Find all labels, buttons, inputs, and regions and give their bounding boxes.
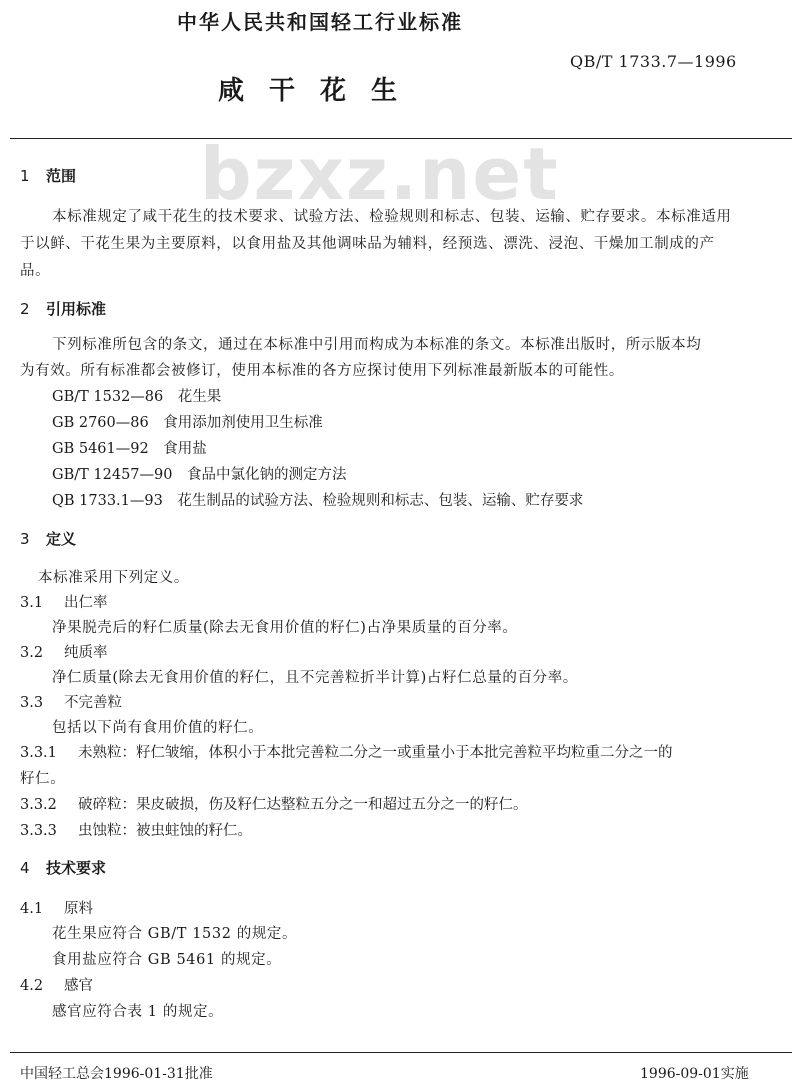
- paragraph: 下列标准所包含的条文，通过在本标准中引用而构成为本标准的条文。本标准出版时，所示版本均: [52, 337, 702, 353]
- paragraph: 品。: [20, 263, 51, 279]
- reference-item: GB/T 12457—90 食品中氯化钠的测定方法: [52, 467, 347, 483]
- definition-text: 破碎粒：果皮破损，伤及籽仁达整粒五分之一和超过五分之一的籽仁。: [78, 797, 528, 813]
- requirement-text: 感官应符合表 1 的规定。: [52, 1004, 224, 1020]
- section-number: 3: [20, 530, 30, 548]
- paragraph: 于以鲜、干花生果为主要原料，以食用盐及其他调味品为辅料，经预选、漂洗、浸泡、干燥加工制成的产: [20, 236, 715, 252]
- section-number: 2: [20, 300, 30, 318]
- definition-3-3-3: [20, 819, 252, 840]
- clause-number: 3.2: [20, 645, 44, 661]
- clause-number: 3.1: [20, 595, 44, 611]
- requirement-term: 原料: [64, 901, 93, 917]
- definition-text-continued: 籽仁。: [20, 771, 66, 787]
- definition-3-3: [20, 691, 122, 712]
- requirement-text: 花生果应符合 GB/T 1532 的规定。: [52, 926, 298, 942]
- approval-note: 中国轻工总会1996-01-31批准: [20, 1066, 213, 1082]
- definition-3-3-2: [20, 793, 528, 814]
- section-2-heading: [20, 298, 106, 319]
- standard-code: QB/T 1733.7—1996: [570, 52, 737, 71]
- definition-3-3-1: [20, 741, 673, 762]
- paragraph: 本标准采用下列定义。: [38, 570, 189, 586]
- paragraph: 为有效。所有标准都会被修订，使用本标准的各方应探讨使用下列标准最新版本的可能性。: [20, 363, 624, 379]
- paragraph: 本标准规定了咸干花生的技术要求、试验方法、检验规则和标志、包装、运输、贮存要求。本标准适用: [52, 209, 732, 225]
- standard-title: 中华人民共和国轻工行业标准: [177, 10, 463, 34]
- definition-3-2: [20, 641, 108, 662]
- definition-term: 不完善粒: [64, 695, 122, 711]
- section-3-heading: [20, 528, 76, 549]
- clause-number: 3.3.2: [20, 797, 57, 813]
- definition-term: 出仁率: [64, 595, 108, 611]
- clause-number: 4.1: [20, 901, 44, 917]
- clause-number: 3.3: [20, 695, 44, 711]
- clause-number: 3.3.3: [20, 823, 57, 839]
- requirement-4-1: [20, 897, 93, 918]
- section-title: 范围: [46, 167, 77, 185]
- reference-item: GB 5461—92 食用盐: [52, 441, 207, 457]
- footer-divider: [10, 1052, 792, 1053]
- implementation-date: 1996-09-01实施: [640, 1066, 749, 1082]
- reference-item: GB/T 1532—86 花生果: [52, 389, 222, 405]
- section-number: 4: [20, 859, 30, 877]
- document-title: 咸干花生: [217, 76, 422, 106]
- definition-term: 纯质率: [64, 645, 108, 661]
- reference-item: QB 1733.1—93 花生制品的试验方法、检验规则和标志、包装、运输、贮存要求: [52, 493, 584, 509]
- section-title: 技术要求: [46, 859, 107, 877]
- requirement-text: 食用盐应符合 GB 5461 的规定。: [52, 952, 282, 968]
- section-title: 引用标准: [46, 300, 107, 318]
- requirement-term: 感官: [64, 978, 93, 994]
- section-4-heading: [20, 857, 106, 878]
- definition-text: 净仁质量(除去无食用价值的籽仁，且不完善粒折半计算)占籽仁总量的百分率。: [52, 670, 578, 686]
- section-title: 定义: [46, 530, 77, 548]
- section-1-heading: [20, 165, 76, 186]
- clause-number: 4.2: [20, 978, 44, 994]
- watermark: bzxz.net: [200, 132, 560, 216]
- definition-text: 净果脱壳后的籽仁质量(除去无食用价值的籽仁)占净果质量的百分率。: [52, 620, 518, 636]
- section-number: 1: [20, 167, 30, 185]
- definition-text: 包括以下尚有食用价值的籽仁。: [52, 720, 264, 736]
- definition-text: 虫蚀粒：被虫蛀蚀的籽仁。: [78, 823, 252, 839]
- definition-text: 未熟粒：籽仁皱缩，体积小于本批完善粒二分之一或重量小于本批完善粒平均粒重二分之一的: [78, 745, 673, 761]
- reference-item: GB 2760—86 食用添加剂使用卫生标准: [52, 415, 323, 431]
- clause-number: 3.3.1: [20, 745, 57, 761]
- requirement-4-2: [20, 974, 93, 995]
- definition-3-1: [20, 591, 108, 612]
